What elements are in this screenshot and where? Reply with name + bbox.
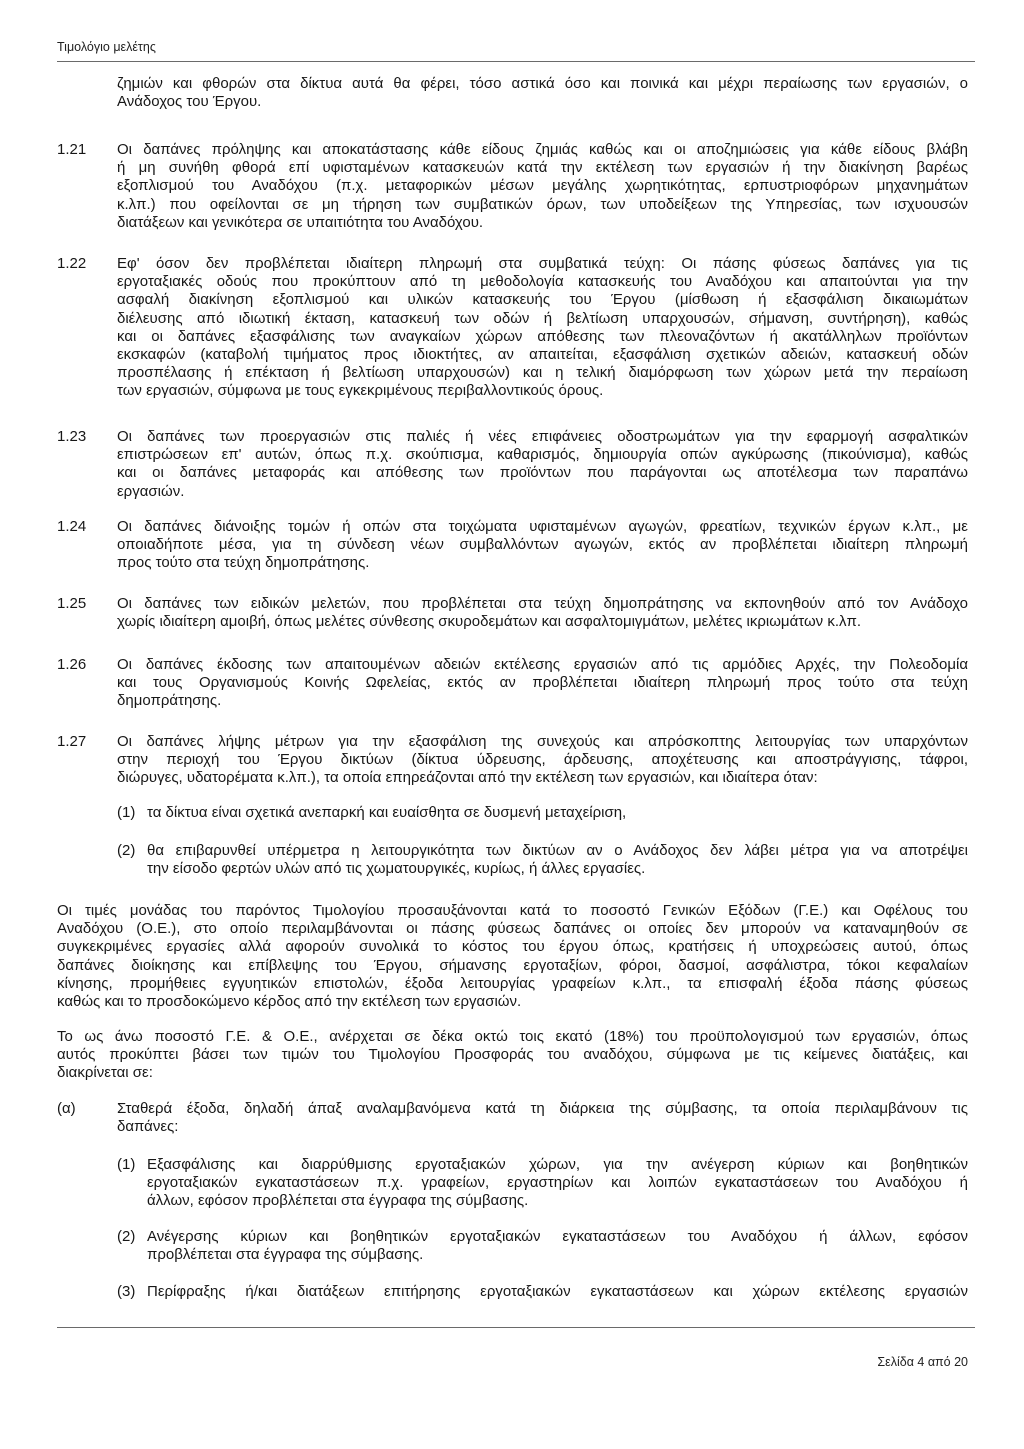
continued-paragraph bbox=[117, 75, 968, 111]
text-line: Αναδόχου (Ο.Ε.), στο οποίο περιλαμβάνονται οι πάσης φύσεως δαπάνες οι οποίες δεν μπορούν να καταναμηθούν σε bbox=[57, 920, 968, 938]
subitem-number: (1) bbox=[117, 804, 136, 821]
clause-1-26 bbox=[57, 656, 968, 711]
text-line: εργασιών. bbox=[117, 482, 185, 500]
text-line: Ανέγερσης κύριων και βοηθητικών εργοταξιακών εγκαταστάσεων του Αναδόχου ή άλλων, εφόσον bbox=[147, 1228, 968, 1245]
clause-1-22 bbox=[57, 255, 968, 401]
text-line: Το ως άνω ποσοστό Γ.Ε. & Ο.Ε., ανέρχεται σε δέκα οκτώ τοις εκατό (18%) του προϋπολογισμού των εργασιών, όπως bbox=[57, 1028, 968, 1045]
text-line: Οι δαπάνες διάνοιξης τομών ή οπών στα τοιχώματα υφισταμένων αγωγών, φρεατίων, τεχνικών έργων κ.λπ., με bbox=[117, 518, 968, 535]
overhead-paragraph bbox=[57, 902, 968, 1011]
clause-number: 1.21 bbox=[57, 141, 87, 158]
text-line: Οι τιμές μονάδας του παρόντος Τιμολογίου προσαυξάνονται κατά το ποσοστό Γενικών Εξόδων (Γ.Ε.) και Οφέλους του bbox=[57, 902, 968, 919]
text-line: και οι δαπάνες εξασφάλισης των αναγκαίων χώρων απόθεσης των πλεοναζόντων ή ακατάλληλων προϊόντων bbox=[117, 327, 968, 345]
text-line: οποιαδήποτε μέσα, για τη σύνδεση νέων συμβαλλόντων αγωγών, εκτός αν προβλέπεται ιδιαίτερη πληρωμή bbox=[117, 536, 968, 554]
text-line: εξοπλισμού του Αναδόχου (π.χ. μεταφορικών μέσων μεγάλης χωρητικότητας, ερπυστριοφόρων μηχανημάτων bbox=[117, 177, 968, 195]
fixed-costs-subitem-2 bbox=[117, 1228, 968, 1264]
text-line: στην περιοχή του Έργου δικτύων (δίκτυα ύδρευσης, άρδευσης, αποχέτευσης και αποστράγγισης, τάφροι, bbox=[117, 751, 968, 769]
clause-1-25 bbox=[57, 595, 968, 631]
text-line: προβλέπεται στα έγγραφα της σύμβασης. bbox=[147, 1246, 424, 1264]
clause-number: 1.24 bbox=[57, 518, 87, 535]
text-line: Οι δαπάνες των προεργασιών στις παλιές ή νέες επιφάνειες οδοστρωμάτων για την εφαρμογή ασφαλτικών bbox=[117, 428, 968, 445]
text-line: προς τούτο στα τεύχη δημοπράτησης. bbox=[117, 554, 370, 572]
text-line: την είσοδο φερτών υλών από τις χωματουργικές, κυρίως, ή άλλες εργασίες. bbox=[147, 860, 646, 878]
clause-1-27 bbox=[57, 733, 968, 788]
text-line: Ανάδοχος του Έργου. bbox=[117, 93, 262, 111]
text-line: Οι δαπάνες έκδοσης των απαιτουμένων αδειών εκτέλεσης εργασιών από τις αρμόδιες Αρχές, την Πολεοδομία bbox=[117, 656, 968, 673]
clause-1-23 bbox=[57, 428, 968, 501]
text-line: αυτός προκύπτει βάσει των τιμών του Τιμολογίου Προσφοράς του αναδόχου, σύμφωνα με τις κείμενες διατάξεις, και bbox=[57, 1046, 968, 1064]
subitem-text bbox=[147, 1283, 968, 1301]
text-line: και τους Οργανισμούς Κοινής Ωφελείας, εκτός αν προβλέπεται ιδιαίτερη πληρωμή προς τούτο στα τεύχη bbox=[117, 674, 968, 692]
text-line: θα επιβαρυνθεί υπέρμετρα η λειτουργικότητα των δικτύων αν ο Ανάδοχος δεν λάβει μέτρα για να αποτρέψει bbox=[147, 842, 968, 859]
text-line: προσπέλασης ή επέκταση ή βελτίωση υπαρχουσών) και η τελική διαμόρφωση των χώρων μετά την περαίωση bbox=[117, 364, 968, 382]
text-line: διέλευσης από ιδιωτική έκταση, κατασκευή των οδών ή βελτίωση υπαρχουσών, σήμανση, συντήρηση), καθώς bbox=[117, 309, 968, 327]
text-line: δημοπράτησης. bbox=[117, 692, 222, 710]
header-rule bbox=[57, 61, 975, 62]
fixed-costs-item bbox=[57, 1100, 968, 1136]
text-line: Οι δαπάνες πρόληψης και αποκατάστασης κάθε είδους ζημιάς καθώς και οι αποζημιώσεις για κάθε είδους βλάβη bbox=[117, 141, 968, 158]
text-line: Σταθερά έξοδα, δηλαδή άπαξ αναλαμβανόμενα κατά τη διάρκεια της σύμβασης, τα οποία περιλαμβάνουν τις bbox=[117, 1100, 968, 1117]
text-line: των εργασιών, σύμφωνα με τους εγκεκριμένους περιβαλλοντικούς όρους. bbox=[117, 382, 604, 400]
text-line: συγκεκριμένες εργασίες αλλά αφορούν συνολικά το κόστος του έργου όπως, κρατήσεις ή υποχρεώσεις αυτού, όπως bbox=[57, 938, 968, 956]
item-text bbox=[117, 1100, 968, 1136]
text-line: ασφαλή διακίνηση εξοπλισμού και υλικών κατασκευής του Έργου (μίσθωση ή εξασφάλιση δικαιωμάτων bbox=[117, 291, 968, 309]
text-line: δαπάνες διοίκησης και επίβλεψης του Έργου, σήμανσης εργοταξίων, φόροι, δασμοί, ασφάλιστρα, τόκοι κεφαλαίων bbox=[57, 956, 968, 974]
clause-number: 1.27 bbox=[57, 733, 87, 750]
clause-text bbox=[117, 656, 968, 711]
clause-text bbox=[117, 595, 968, 631]
clause-text bbox=[117, 733, 968, 788]
text-line: Περίφραξης ή/και διατάξεων επιτήρησης εργοταξιακών εγκαταστάσεων και χώρων εκτέλεσης εργασιών bbox=[147, 1283, 968, 1300]
text-line: εργοταξιακών εγκαταστάσεων π.χ. γραφείων, εργαστηρίων και λοιπών εγκαταστάσεων του Αναδόχου ή bbox=[147, 1174, 968, 1192]
text-line: επιστρώσεων επ' αυτών, όπως π.χ. σκούπισμα, καθαρισμός, δημιουργία οπών αγκύρωσης (πικούνισμα), καθώς bbox=[117, 446, 968, 464]
text-line: Οι δαπάνες λήψης μέτρων για την εξασφάλιση της συνεχούς και απρόσκοπτης λειτουργίας των υπαρχόντων bbox=[117, 733, 968, 750]
text-line: ζημιών και φθορών στα δίκτυα αυτά θα φέρει, τόσο αστικά όσο και ποινικά και μέχρι περαίωσης των εργασιών, ο bbox=[117, 75, 968, 92]
clause-text bbox=[117, 518, 968, 573]
percentage-paragraph bbox=[57, 1028, 968, 1083]
clause-number: 1.26 bbox=[57, 656, 87, 673]
text-line: καθώς και το προσδοκώμενο κέρδος από την εκτέλεση των εργασιών. bbox=[57, 993, 522, 1011]
text-line: κ.λπ.) που οφείλονται σε μη τήρηση των συμβατικών όρων, των υποδείξεων της Υπηρεσίας, των ισχυουσών bbox=[117, 195, 968, 213]
text-line: ή μη συνήθη φθορά επί υφισταμένων κατασκευών κατά την εκτέλεση των εργασιών ή την διακίνηση βαρέως bbox=[117, 159, 968, 177]
text-line: και οι δαπάνες μεταφοράς και απόθεσης των προϊόντων που παράγονται ως αποτέλεσμα των παραπάνω bbox=[117, 464, 968, 482]
fixed-costs-subitem-1 bbox=[117, 1156, 968, 1211]
page-number: Σελίδα 4 από 20 bbox=[877, 1355, 968, 1369]
subitem-number: (3) bbox=[117, 1283, 136, 1300]
clause-number: 1.22 bbox=[57, 255, 87, 272]
clause-1-27-subitem-2 bbox=[117, 842, 968, 878]
text-line: δαπάνες: bbox=[117, 1118, 179, 1136]
subitem-text bbox=[147, 1228, 968, 1264]
text-line: εργοταξιακές οδούς που προκύπτουν από τη μεθοδολογία κατασκευής του Αναδόχου και απαιτούνται για την bbox=[117, 273, 968, 291]
subitem-text bbox=[147, 842, 968, 878]
clause-number: 1.25 bbox=[57, 595, 87, 612]
running-header: Τιμολόγιο μελέτης bbox=[57, 40, 156, 54]
clause-1-24 bbox=[57, 518, 968, 573]
text-line: χωρίς ιδιαίτερη αμοιβή, όπως μελέτες σύνθεσης σκυροδεμάτων και ασφαλτομιγμάτων, μελέτες ικριωμάτων κ.λπ. bbox=[117, 613, 862, 631]
clause-1-27-subitem-1 bbox=[117, 804, 968, 822]
subitem-number: (1) bbox=[117, 1156, 136, 1173]
text-line: Εξασφάλισης και διαρρύθμισης εργοταξιακών χώρων, για την ανέγερση κύριων και βοηθητικών bbox=[147, 1156, 968, 1173]
subitem-number: (2) bbox=[117, 842, 136, 859]
subitem-text bbox=[147, 1156, 968, 1211]
text-line: τα δίκτυα είναι σχετικά ανεπαρκή και ευαίσθητα σε δυσμενή μεταχείριση, bbox=[147, 804, 627, 821]
clause-text bbox=[117, 428, 968, 501]
clause-text bbox=[117, 141, 968, 232]
text-line: εκσκαφών (καταβολή τιμήματος προς ιδιοκτήτες, αν απαιτείται, εξασφάλιση σχετικών αδειών, κατασκευή οδών bbox=[117, 346, 968, 364]
text-line: Εφ' όσον δεν προβλέπεται ιδιαίτερη πληρωμή στα συμβατικά τεύχη: Οι πάσης φύσεως δαπάνες για τις bbox=[117, 255, 968, 272]
subitem-text bbox=[147, 804, 968, 822]
clause-1-21 bbox=[57, 141, 968, 232]
text-line: κίνησης, προμήθειες εγγυητικών επιστολών, έξοδα λειτουργίας γραφείων κ.λπ., τα επισφαλή έξοδα πάσης φύσεως bbox=[57, 974, 968, 992]
clause-text bbox=[117, 255, 968, 401]
footer-rule bbox=[57, 1327, 975, 1328]
fixed-costs-subitem-3 bbox=[117, 1283, 968, 1301]
text-line: διώρυγες, υδατορέματα κ.λπ.), τα οποία επηρεάζονται από την εκτέλεση των εργασιών, και ιδιαίτερα όταν: bbox=[117, 769, 818, 787]
text-line: διακρίνεται σε: bbox=[57, 1064, 153, 1082]
text-line: Οι δαπάνες των ειδικών μελετών, που προβλέπεται στα τεύχη δημοπράτησης να εκπονηθούν από τον Ανάδοχο bbox=[117, 595, 968, 612]
subitem-number: (2) bbox=[117, 1228, 136, 1245]
item-letter: (α) bbox=[57, 1100, 76, 1117]
text-line: διατάξεων και γενικότερα σε υπαιτιότητα του Αναδόχου. bbox=[117, 213, 484, 231]
text-line: άλλων, εφόσον προβλέπεται στα έγγραφα της σύμβασης. bbox=[147, 1192, 529, 1210]
clause-number: 1.23 bbox=[57, 428, 87, 445]
